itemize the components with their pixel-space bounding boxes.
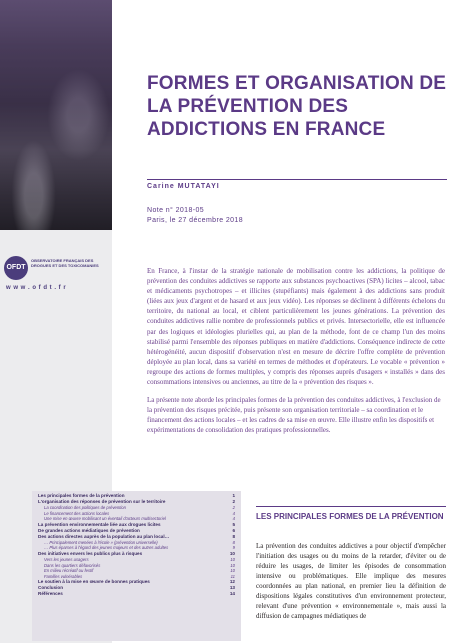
toc-entry-label: Le soutien à la mise en œuvre de bonnes pratiques — [38, 579, 150, 585]
toc-entry[interactable] — [38, 591, 235, 597]
toc-entry-label: La prévention environnementale liée aux drogues licites — [38, 521, 161, 527]
toc-entry-page: 10 — [230, 562, 235, 568]
toc-entry-page: 12 — [229, 579, 235, 585]
section-divider — [256, 506, 446, 507]
toc-entry-label: De grandes actions médiatiques de prévention — [38, 527, 140, 533]
ofdt-url-link[interactable]: w w w . o f d t . f r — [6, 285, 67, 291]
toc-entry-label: En milieu récréatif ou festif — [44, 568, 94, 574]
toc-entry-page: 8 — [232, 539, 235, 545]
toc-entry-page: 4 — [232, 516, 235, 522]
toc-entry-label: Le financement des actions locales — [44, 510, 110, 516]
toc-entry-label: Conclusion — [38, 585, 64, 591]
toc-entry-label: Références — [38, 591, 63, 597]
toc-list — [32, 493, 241, 597]
toc-entry-label: Dans les quartiers défavorisés — [44, 562, 101, 568]
toc-entry-label: … Plus éparses à l'égard des jeunes majeurs et des autres adultes — [44, 545, 169, 551]
toc-entry-page: 11 — [230, 573, 235, 579]
toc-entry-label: Familles vulnérables — [44, 573, 83, 579]
toc-entry-page: 6 — [232, 527, 235, 533]
toc-entry-page: 10 — [229, 550, 235, 556]
intro-paragraph: La présente note aborde les principales formes de la prévention des conduites addictives, à l'exclusion de la prévention des risques précitée, puis présente son organisation territoriale – sa coordination et le financement des actions locales – et les cadres de sa mise en œuvre. Elle illustre enfin les dispositifs et expérimentations de consolidation des pratiques professionnelles. — [147, 396, 441, 435]
toc-entry-page: 13 — [229, 585, 235, 591]
toc-entry-label: Des actions directes auprès de la population au plan local… — [38, 533, 170, 539]
note-number: Note n° 2018-05 — [147, 207, 205, 214]
toc-entry-label: Des initiatives envers les publics plus à risques — [38, 550, 143, 556]
note-info — [147, 206, 243, 226]
toc-entry-page: 2 — [232, 505, 235, 511]
document-title: FORMES ET ORGANISATION DE LA PRÉVENTION DES ADDICTIONS EN FRANCE — [147, 73, 447, 140]
ofdt-logo-mark: OFDT — [4, 256, 28, 280]
intro-paragraph: En France, à l'instar de la stratégie nationale de mobilisation contre les addictions, la politique de prévention des conduites addictives se rapporte aux substances psychoactives (SPA) licites – alcool, tabac et médicaments psychotropes – et illicites (stupéfiants) mais également à des addictions sans produit (liées aux jeux d'argent et de hasard et aux jeux vidéo). Les réponses se déclinent à différents échelons du territoire, du national au local, et ciblent particulièrement les jeunes générations. La prévention des conduites addictives rallie nombre de professionnels publics et privés. Intersectorielle, elle est influencée par des logiques et idéologies plurielles qui, au plan de la méthode, font de ce champ l'un des moins stabilisé parmi l'ensemble des réponses publiques en matière d'addictions. Conséquence indirecte de cette hétérogénéité, aucun dispositif d'observation n'est en mesure de décrire l'offre complète de prévention déployée au plan local, dans sa variété en termes de méthodes et d'opérateurs. Le vocable « prévention » regroupe des actions de formes multiples, y compris des réponses auprès d'usagers « installés » dans des consommations intensives ou anciennes, au titre de la « prévention des risques ». — [147, 267, 445, 387]
toc-entry-page: 8 — [232, 533, 235, 539]
toc-entry-page: 10 — [230, 557, 235, 563]
toc-entry-page: 1 — [232, 493, 235, 498]
toc-entry-label: L'organisation des réponses de prévention sur le territoire — [38, 499, 166, 505]
toc-entry-label: Une mise en œuvre mobilisant un éventail d'acteurs multisectoriel — [44, 516, 166, 522]
section-heading: LES PRINCIPALES FORMES DE LA PRÉVENTION — [256, 512, 444, 521]
cover-photo-tint — [0, 0, 112, 230]
toc-entry-label: … Principalement menées à l'école » (prévention universelle) — [44, 539, 158, 545]
toc-entry-page: 14 — [229, 591, 235, 597]
ofdt-logo[interactable] — [4, 256, 108, 316]
ofdt-logo-name: OBSERVATOIRE FRANÇAIS DES DROGUES ET DES TOXICOMANIES — [31, 258, 99, 268]
intro-text — [147, 266, 445, 444]
toc-entry-page: 2 — [232, 499, 235, 505]
toc-entry-label: Les principales formes de la prévention — [38, 493, 125, 498]
author-divider — [147, 179, 447, 180]
note-date: Paris, le 27 décembre 2018 — [147, 217, 244, 224]
toc-entry-label: Vers les jeunes usagers — [44, 557, 89, 563]
toc-entry-page: 5 — [232, 521, 235, 527]
table-of-contents — [32, 491, 241, 641]
author-name: Carine MUTATAYI — [147, 183, 220, 190]
toc-entry-page: 9 — [232, 545, 235, 551]
toc-entry-label: La coordination des politiques de prévention — [44, 505, 126, 511]
toc-entry-page: 10 — [230, 568, 235, 574]
toc-entry-page: 4 — [232, 510, 235, 516]
section-body: La prévention des conduites addictives a pour objectif d'empêcher l'initiation des usages ou du moins de la retarder, d'éviter ou de réduire les usages, de limiter les épisodes de consommation intensive ou problématiques. Elle implique des mesures coordonnées au plan national, en premier lieu la définition de dispositions légales constitutives d'un environnement protecteur, relevant d'une prévention « environnementale », mais aussi la diffusion de campagnes médiatiques de — [256, 542, 446, 620]
